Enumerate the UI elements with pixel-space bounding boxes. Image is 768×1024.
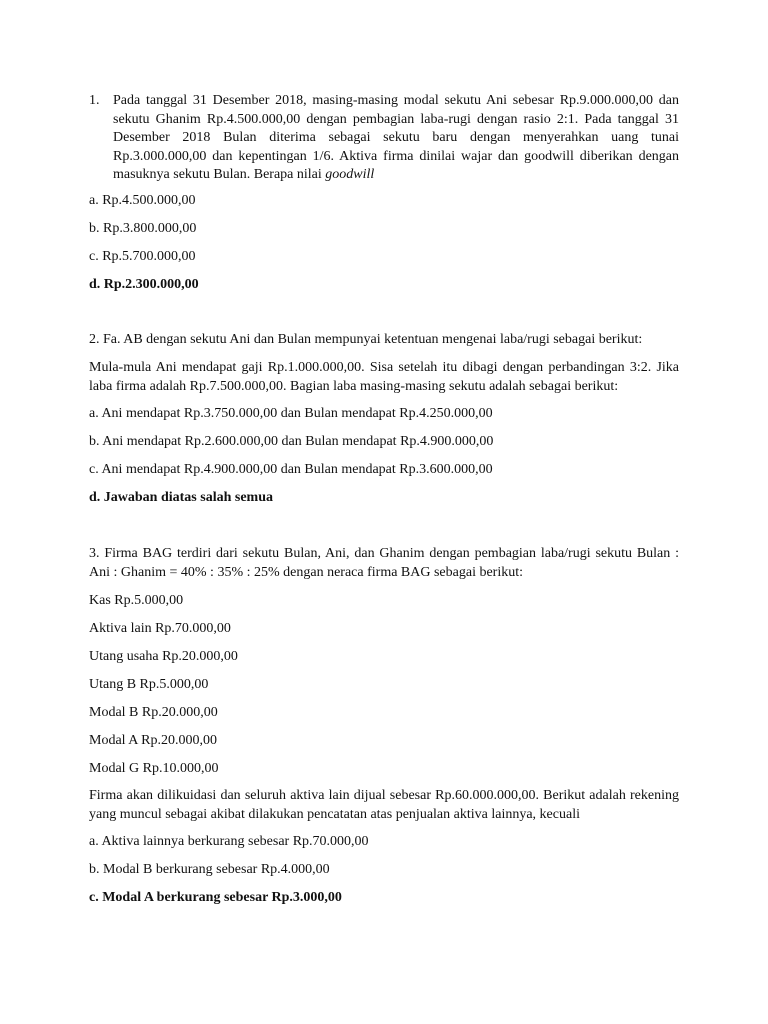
- question-1-number: 1.: [89, 93, 100, 108]
- balance-item-modal-g: Modal G Rp.10.000,00: [89, 761, 219, 776]
- question-2-option-a: a. Ani mendapat Rp.3.750.000,00 dan Bulan mendapat Rp.4.250.000,00: [89, 406, 493, 421]
- question-3-option-a: a. Aktiva lainnya berkurang sebesar Rp.70.000,00: [89, 834, 369, 849]
- question-1-answer: d. Rp.2.300.000,00: [89, 277, 199, 292]
- question-2-answer: d. Jawaban diatas salah semua: [89, 490, 273, 505]
- question-1-text-main: Pada tanggal 31 Desember 2018, masing-masing modal sekutu Ani sebesar Rp.9.000.000,00 dan sekutu Ghanim Rp.4.500.000,00 dengan pembagian laba-rugi dengan rasio 2:1. Pada tanggal 31 Desember 2018 Bulan diterima sebagai sekutu baru dengan menyerahkan uang tunai Rp.3.000.000,00 dan kepentingan 1/6. Aktiva firma dinilai wajar dan goodwill diberikan dengan masuknya sekutu Bulan. Berapa nilai: [113, 93, 679, 182]
- question-3-answer: c. Modal A berkurang sebesar Rp.3.000,00: [89, 890, 342, 905]
- question-1-option-c: c. Rp.5.700.000,00: [89, 249, 196, 264]
- question-2-paragraph: Mula-mula Ani mendapat gaji Rp.1.000.000,00. Sisa setelah itu dibagi dengan perbandingan 3:2. Jika laba firma adalah Rp.7.500.000,00. Bagian laba masing-masing sekutu adalah sebagai berikut:: [89, 360, 679, 394]
- question-3-text: 3. Firma BAG terdiri dari sekutu Bulan, Ani, dan Ghanim dengan pembagian laba/rugi sekutu Bulan : Ani : Ghanim = 40% : 35% : 25% dengan neraca firma BAG sebagai berikut:: [89, 546, 679, 580]
- balance-item-kas: Kas Rp.5.000,00: [89, 593, 184, 608]
- question-1-text: [113, 92, 679, 185]
- question-3-option-b: b. Modal B berkurang sebesar Rp.4.000,00: [89, 862, 330, 877]
- balance-item-modal-b: Modal B Rp.20.000,00: [89, 705, 218, 720]
- question-2-text: 2. Fa. AB dengan sekutu Ani dan Bulan mempunyai ketentuan mengenai laba/rugi sebagai berikut:: [89, 332, 643, 347]
- balance-item-aktiva-lain: Aktiva lain Rp.70.000,00: [89, 621, 231, 636]
- balance-item-utang-b: Utang B Rp.5.000,00: [89, 677, 209, 692]
- question-1-option-b: b. Rp.3.800.000,00: [89, 221, 197, 236]
- balance-item-modal-a: Modal A Rp.20.000,00: [89, 733, 217, 748]
- question-1-option-a: a. Rp.4.500.000,00: [89, 193, 196, 208]
- balance-item-utang-usaha: Utang usaha Rp.20.000,00: [89, 649, 238, 664]
- question-3-paragraph: Firma akan dilikuidasi dan seluruh aktiva lain dijual sebesar Rp.60.000.000,00. Berikut adalah rekening yang muncul sebagai akibat dilakukan pencatatan atas penjualan aktiva lainnya, kecuali: [89, 788, 679, 822]
- question-1: [89, 92, 679, 185]
- question-2-option-c: c. Ani mendapat Rp.4.900.000,00 dan Bulan mendapat Rp.3.600.000,00: [89, 462, 493, 477]
- question-1-text-italic: goodwill: [325, 167, 375, 182]
- question-2-option-b: b. Ani mendapat Rp.2.600.000,00 dan Bulan mendapat Rp.4.900.000,00: [89, 434, 494, 449]
